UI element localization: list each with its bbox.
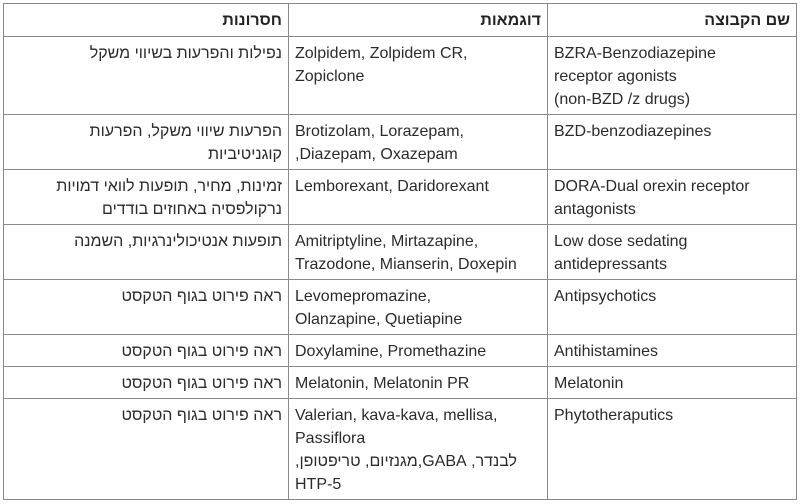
cell-examples (289, 280, 548, 335)
cell-examples (289, 37, 548, 115)
cell-examples (289, 115, 548, 170)
cell-examples-line: לבנדר, GABA,מגנזיום, טריפטופן, (295, 453, 517, 470)
cell-examples (289, 399, 548, 500)
cell-examples-line: Levomepromazine, (295, 288, 432, 305)
cell-group-name-line: Low dose sedating (554, 233, 688, 250)
table-row (4, 37, 797, 115)
cell-examples (289, 225, 548, 280)
table-row (4, 399, 797, 500)
cell-group-name (548, 170, 797, 225)
cell-examples (289, 335, 548, 367)
cell-group-name-line: BZD-benzodiazepines (554, 123, 712, 140)
cell-disadvantages (4, 170, 289, 225)
cell-disadvantages (4, 37, 289, 115)
cell-examples (289, 367, 548, 399)
table-row (4, 335, 797, 367)
cell-examples-line: Olanzapine, Quetiapine (295, 311, 463, 328)
cell-examples-line: Zolpidem, Zolpidem CR, (295, 45, 468, 62)
cell-group-name-line: Phytotheraputics (554, 407, 674, 424)
cell-disadvantages (4, 115, 289, 170)
cell-disadvantages-line: ראה פירוט בגוף הטקסט (121, 375, 282, 392)
header-disadvantages: חסרונות (4, 4, 289, 37)
cell-examples-line: Passiflora (295, 430, 366, 447)
cell-disadvantages (4, 280, 289, 335)
table-row (4, 115, 797, 170)
table-row (4, 280, 797, 335)
cell-disadvantages-line: הפרעות שיווי משקל, הפרעות (89, 123, 282, 140)
cell-disadvantages-line: תופעות אנטיכולינרגיות, השמנה (74, 233, 282, 250)
cell-group-name-line: antagonists (554, 201, 636, 218)
cell-group-name (548, 115, 797, 170)
cell-group-name (548, 367, 797, 399)
cell-group-name (548, 399, 797, 500)
cell-disadvantages-line: קוגניטיביות (208, 146, 282, 163)
cell-group-name (548, 225, 797, 280)
cell-disadvantages-line: זמינות, מחיר, תופעות לוואי דמויות (56, 178, 282, 195)
cell-disadvantages (4, 225, 289, 280)
cell-examples-line: Zopiclone (295, 68, 365, 85)
table-header-row (4, 4, 797, 37)
cell-group-name-line: BZRA-Benzodiazepine (554, 45, 716, 62)
cell-group-name-line: antidepressants (554, 256, 667, 273)
cell-examples-line: Valerian, kava-kava, mellisa, (295, 407, 498, 424)
drug-groups-table (3, 3, 797, 500)
cell-disadvantages (4, 367, 289, 399)
cell-group-name-line: DORA-Dual orexin receptor (554, 178, 750, 195)
cell-disadvantages-line: ראה פירוט בגוף הטקסט (121, 343, 282, 360)
cell-group-name-line: receptor agonists (554, 68, 677, 85)
cell-examples-line: ,Diazepam, Oxazepam (295, 146, 458, 163)
cell-examples-line: Amitriptyline, Mirtazapine, (295, 233, 479, 250)
cell-group-name (548, 37, 797, 115)
cell-group-name-line: Antihistamines (554, 343, 659, 360)
table-body (4, 37, 797, 500)
cell-disadvantages-line: נרקולפסיה באחוזים בודדים (102, 201, 282, 218)
header-examples: דוגמאות (289, 4, 548, 37)
cell-group-name (548, 335, 797, 367)
cell-group-name-line: Melatonin (554, 375, 624, 392)
cell-disadvantages-line: נפילות והפרעות בשיווי משקל (89, 45, 282, 62)
cell-examples-line: Doxylamine, Promethazine (295, 343, 487, 360)
cell-disadvantages-line: ראה פירוט בגוף הטקסט (121, 288, 282, 305)
table-row (4, 367, 797, 399)
cell-examples-line: Brotizolam, Lorazepam, (295, 123, 464, 140)
cell-disadvantages (4, 399, 289, 500)
cell-disadvantages-line: ראה פירוט בגוף הטקסט (121, 407, 282, 424)
cell-examples-line: HTP-5 (295, 476, 342, 493)
header-group-name: שם הקבוצה (548, 4, 797, 37)
cell-examples (289, 170, 548, 225)
cell-group-name-line: (non-BZD /z drugs) (554, 91, 691, 108)
table-row (4, 225, 797, 280)
table-row (4, 170, 797, 225)
cell-group-name-line: Antipsychotics (554, 288, 657, 305)
cell-disadvantages (4, 335, 289, 367)
cell-group-name (548, 280, 797, 335)
cell-examples-line: Melatonin, Melatonin PR (295, 375, 470, 392)
cell-examples-line: Trazodone, Mianserin, Doxepin (295, 256, 517, 273)
cell-examples-line: Lemborexant, Daridorexant (295, 178, 489, 195)
